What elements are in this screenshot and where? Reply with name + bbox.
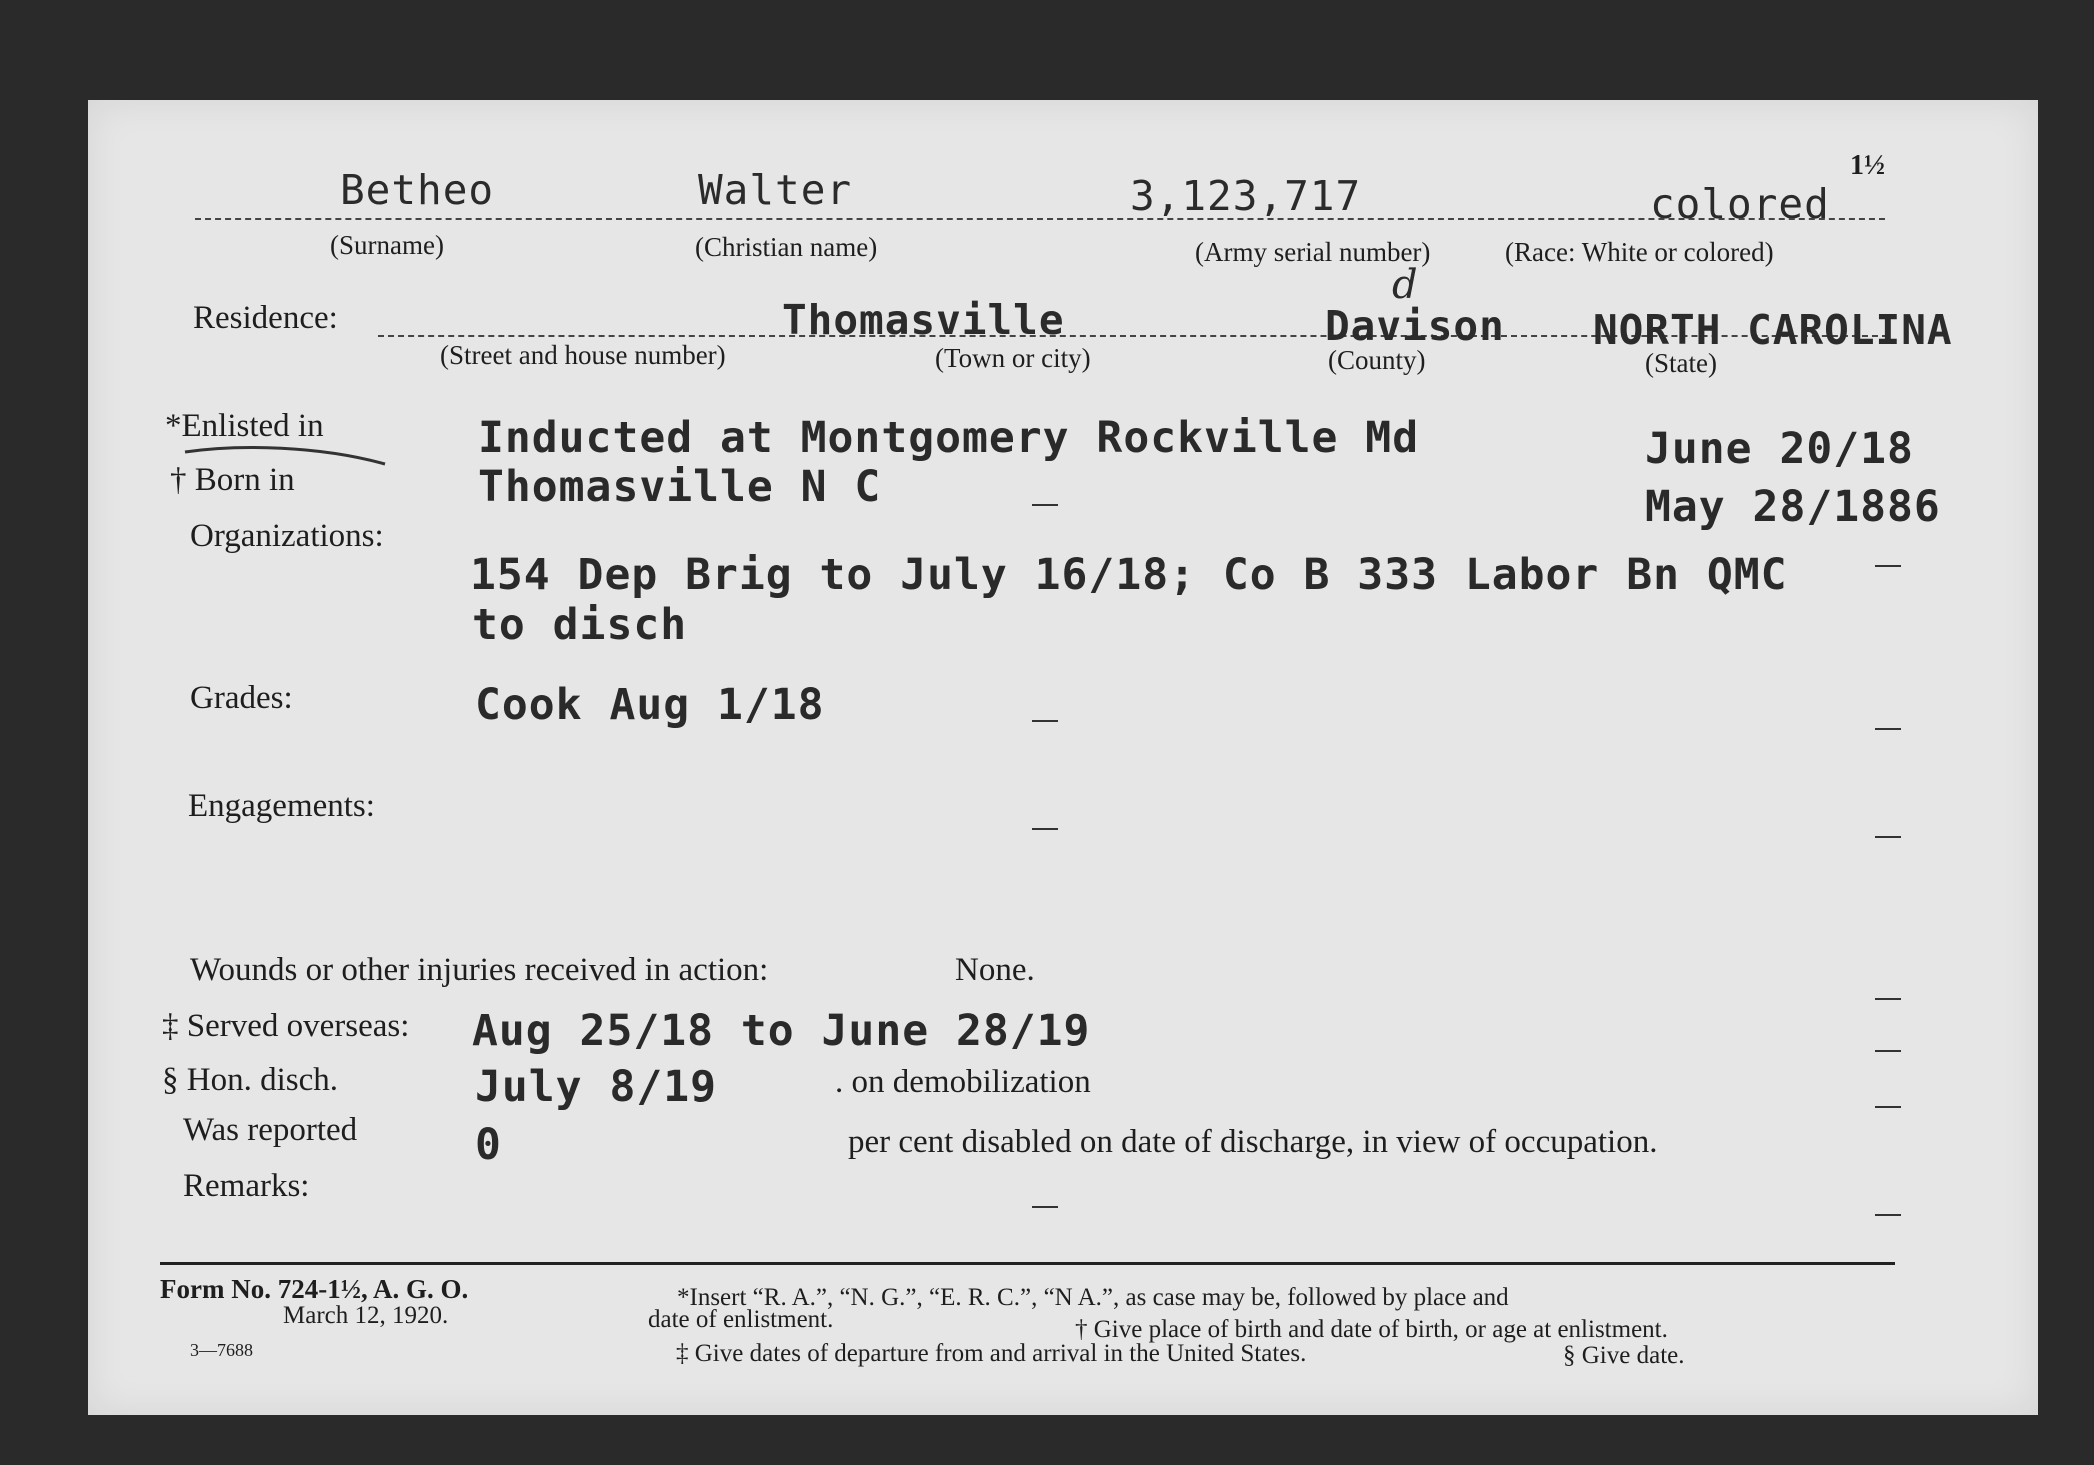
born-label: † Born in <box>170 462 295 498</box>
town-caption: (Town or city) <box>935 343 1091 373</box>
form-number: Form No. 724-1½, A. G. O. <box>160 1274 469 1304</box>
organizations-line2: to disch <box>472 600 688 650</box>
christian-name-value: Walter <box>698 166 853 214</box>
disch-label: § Hon. disch. <box>162 1062 338 1098</box>
residence-state: NORTH CAROLINA <box>1593 306 1953 354</box>
reported-suffix: per cent disabled on date of discharge, in view of occupation. <box>848 1124 1658 1160</box>
footer-rule <box>160 1262 1895 1265</box>
born-value: Thomasville N C <box>478 462 882 512</box>
county-correction: d <box>1392 262 1419 308</box>
form-date: March 12, 1920. <box>283 1302 449 1329</box>
christian-name-caption: (Christian name) <box>695 232 878 262</box>
residence-label: Residence: <box>193 300 338 336</box>
organizations-line1: 154 Dep Brig to July 16/18; Co B 333 Labor Bn QMC <box>470 550 1788 600</box>
blank-dash <box>1875 728 1901 730</box>
overseas-value: Aug 25/18 to June 28/19 <box>472 1006 1091 1056</box>
race-value: colored <box>1650 180 1830 228</box>
blank-dash <box>1032 504 1058 506</box>
footnote-birth: † Give place of birth and date of birth, or age at enlistment. <box>1075 1316 1668 1343</box>
blank-dash <box>1875 998 1901 1000</box>
serial-number-value: 3,123,717 <box>1130 172 1362 220</box>
residence-town: Thomasville <box>782 296 1065 344</box>
street-caption: (Street and house number) <box>440 340 726 370</box>
footnote-overseas: ‡ Give dates of departure from and arrival in the United States. <box>676 1340 1307 1367</box>
blank-dash <box>1875 1106 1901 1108</box>
serial-caption: (Army serial number) <box>1195 237 1431 267</box>
reported-label: Was reported <box>183 1112 358 1148</box>
blank-dash <box>1032 1206 1058 1208</box>
engagements-label: Engagements: <box>188 788 375 824</box>
surname-value: Betheo <box>340 166 495 214</box>
state-caption: (State) <box>1645 348 1717 378</box>
enlisted-value: Inducted at Montgomery Rockville Md <box>478 413 1420 463</box>
residence-county: Davison <box>1325 302 1505 350</box>
born-date: May 28/1886 <box>1645 482 1941 532</box>
disch-value: July 8/19 <box>475 1062 717 1112</box>
reported-value: 0 <box>475 1120 502 1170</box>
county-caption: (County) <box>1328 345 1426 375</box>
blank-dash <box>1875 836 1901 838</box>
race-caption: (Race: White or colored) <box>1505 237 1774 267</box>
wounds-label: Wounds or other injuries received in action: <box>190 952 769 988</box>
wounds-value: None. <box>955 952 1035 988</box>
enlisted-date: June 20/18 <box>1645 424 1914 474</box>
organizations-label: Organizations: <box>190 518 384 554</box>
footnote-enlistment: date of enlistment. <box>648 1306 834 1333</box>
surname-caption: (Surname) <box>330 230 444 260</box>
footnote-insert: *Insert “R. A.”, “N. G.”, “E. R. C.”, “N A.”, as case may be, followed by place and <box>677 1284 1509 1311</box>
blank-dash <box>1875 565 1901 567</box>
blank-dash <box>1875 1050 1901 1052</box>
remarks-label: Remarks: <box>183 1168 310 1204</box>
grades-value: Cook Aug 1/18 <box>475 680 825 730</box>
footnote-give-date: § Give date. <box>1563 1342 1685 1369</box>
blank-dash <box>1875 1214 1901 1216</box>
overseas-label: ‡ Served overseas: <box>162 1008 410 1044</box>
disch-suffix: . on demobilization <box>835 1064 1091 1100</box>
header-dotted-line <box>195 218 1885 220</box>
print-code: 3—7688 <box>190 1340 253 1360</box>
blank-dash <box>1032 828 1058 830</box>
enlisted-label: *Enlisted in <box>165 408 324 444</box>
blank-dash <box>1032 720 1058 722</box>
grades-label: Grades: <box>190 680 293 716</box>
corner-mark: 1½ <box>1850 150 1885 181</box>
